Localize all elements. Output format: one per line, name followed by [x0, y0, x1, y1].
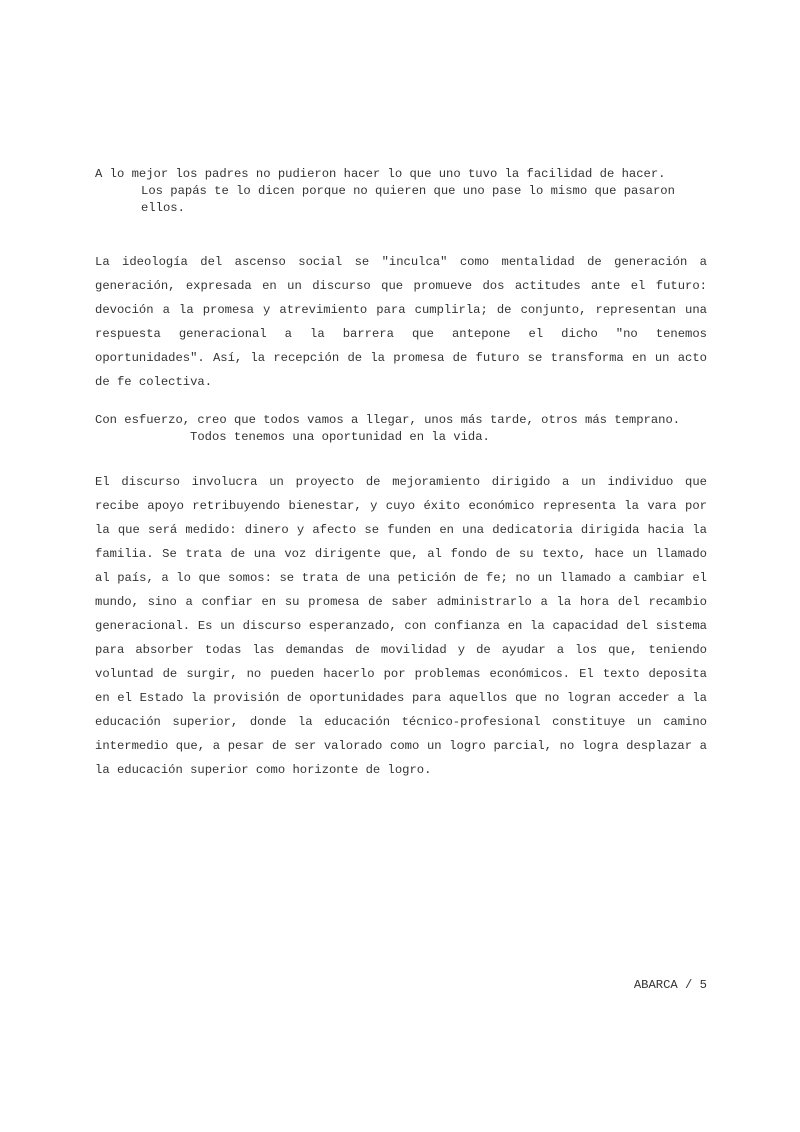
quote-line: Todos tenemos una oportunidad en la vida. [190, 430, 490, 444]
body-paragraph-2: El discurso involucra un proyecto de mejoramiento dirigido a un individuo que recibe apoyo retribuyendo bienestar, y cuyo éxito económico representa la vara por la que será medido: dinero y afecto se funden en una dedicatoria dirigida hacia la familia. Se trata de una voz dirigente que, al fondo de su texto, hace un llamado al país, a lo que somos: se trata de una petición de fe; no un llamado a cambiar el mundo, sino a confiar en su promesa de saber administrarlo a la hora del recambio generacional. Es un discurso esperanzado, con confianza en la capacidad del sistema para absorber todas las demandas de movilidad y de ayudar a los que, teniendo voluntad de surgir, no pueden hacerlo por problemas económicos. El texto deposita en el Estado la provisión de oportunidades para aquellos que no logran acceder a la educación superior, donde la educación técnico-profesional constituye un camino intermedio que, a pesar de ser valorado como un logro parcial, no logra desplazar a la educación superior como horizonte de logro. [95, 475, 707, 777]
quote-line: A lo mejor los padres no pudieron hacer lo que uno tuvo la facilidad de hacer. [95, 167, 666, 181]
quote-line: ellos. [141, 201, 185, 215]
body-paragraph-1: La ideología del ascenso social se "inculca" como mentalidad de generación a generación, expresada en un discurso que promueve dos actitudes ante el futuro: devoción a la promesa y atrevimiento para cumplirla; de conjunto, representan una respuesta generacional a la barrera que antepone el dicho "no tenemos oportunidades". Así, la recepción de la promesa de futuro se transforma en un acto de fe colectiva. [95, 255, 707, 389]
quote-line: Los papás te lo dicen porque no quieren que uno pase lo mismo que pasaron [141, 184, 675, 198]
block-quote-1 [95, 166, 715, 217]
page-footer: ABARCA / 5 [633, 978, 707, 992]
block-quote-2 [95, 412, 715, 446]
quote-line: Con esfuerzo, creo que todos vamos a llegar, unos más tarde, otros más temprano. [95, 413, 681, 427]
